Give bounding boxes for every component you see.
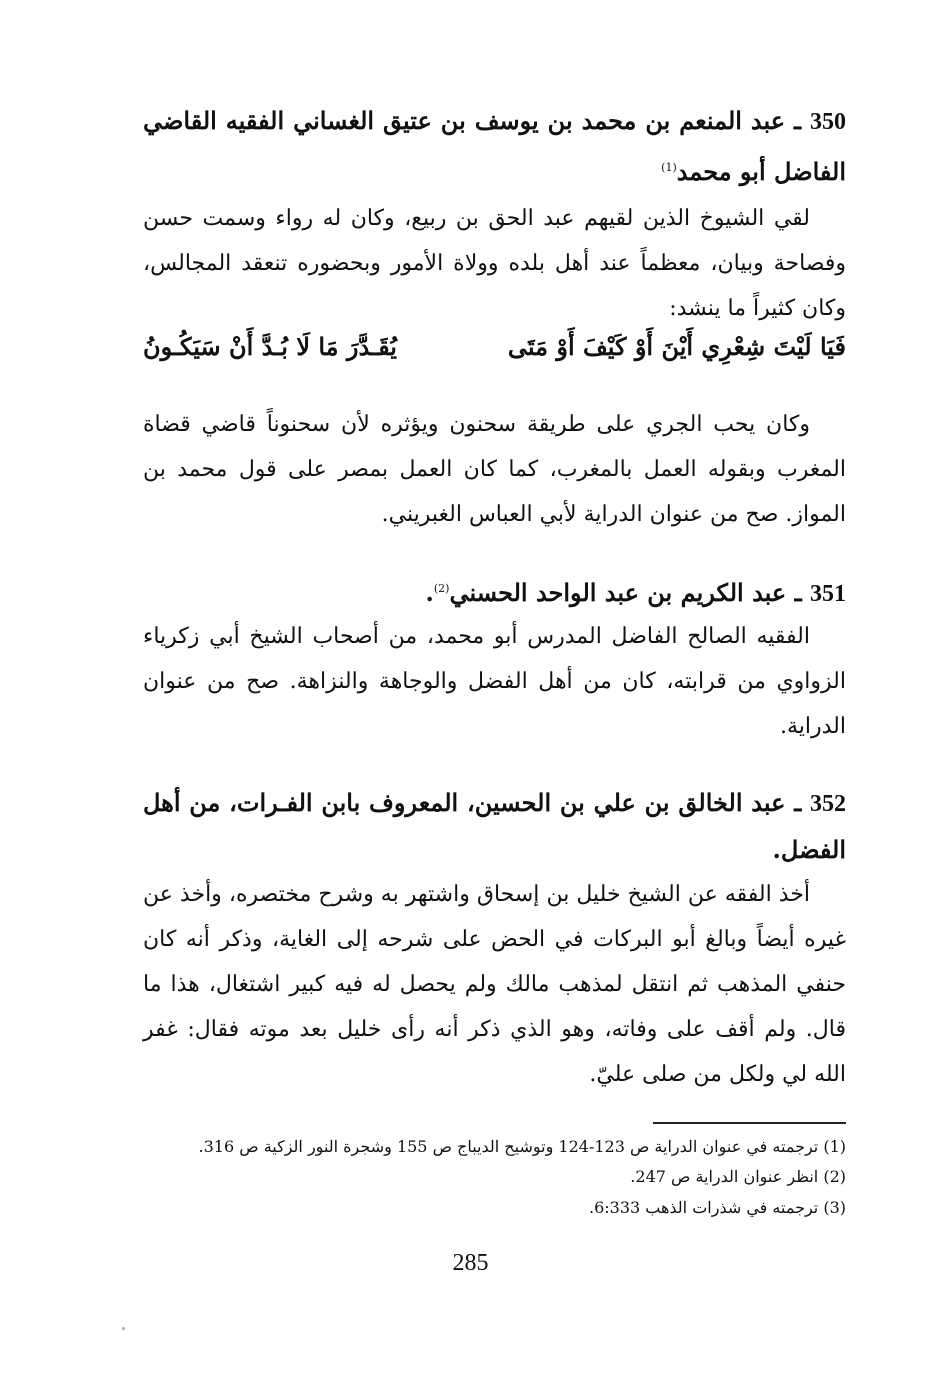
entry-351-paragraph-1: الفقيه الصالح الفاضل المدرس أبو محمد، من أصحاب الشيخ أبي زكرياء الزواوي من قرابته، كان من أهل الفضل والوجاهة والنزاهة. صح من عنوان الدراية. [143,624,846,739]
footnote-ref[interactable]: (2) [433,582,450,595]
entry-351-heading: 351 ـ عبد الكريم بن عبد الواحد الحسني$^{(2)}$. [425,578,846,607]
page-number: 285 [452,1250,489,1276]
heading-end: . [425,578,434,607]
entry-number: 351 [810,581,846,607]
entry-number: 352 [810,791,847,817]
entry-350-paragraph-1: لقي الشيوخ الذين لقيهم عبد الحق بن ربيع، وكان له رواء وسمت حسن وفصاحة وبيان، معظماً عند أهل بلده وولاة الأمور وبحضوره تنعقد المجالس، وكان كثيراً ما ينشد: [143,206,846,321]
entry-352-heading: 352 ـ عبد الخالق بن علي بن الحسين، المعروف بابن الفـرات، من أهل الفضل. [143,788,847,864]
footnote-separator [653,1122,846,1124]
entry-title: عبد الخالق بن علي بن الحسين، المعروف بابن الفـرات، من أهل الفضل. [143,788,846,864]
entry-title: عبد المنعم بن محمد بن يوسف بن عتيق الغساني الفقيه القاضي الفاضل أبو محمد [143,106,846,186]
scan-speck [122,1327,125,1330]
entry-352-paragraph-1: أخذ الفقه عن الشيخ خليل بن إسحاق واشتهر به وشرح مختصره، وأخذ عن غيره أيضاً وبالغ أبو البركات في الحض على شرحه إلى الغاية، وذكر أنه كان حنفي المذهب ثم انتقل لمذهب مالك ولم يحصل له فيه كبير اشتغال، هذا ما قال. ولم أقف على وفاته، وهو الذي ذكر أنه رأى خليل بعد موته فقال: غفر الله لي ولكل من صلى عليّ. [143,882,846,1087]
poetry-verse [143,332,846,378]
footnote-3: (3) ترجمته في شذرات الذهب 6:333. [588,1198,846,1217]
entry-350-paragraph-2: وكان يحب الجري على طريقة سحنون ويؤثره لأن سحنوناً قاضي قضاة المغرب وبقوله العمل بالمغرب، كما كان العمل بمصر على قول محمد بن المواز. صح من عنوان الدراية لأبي العباس الغبريني. [143,412,846,527]
verse-second-hemistich: يُقَـدَّرَ مَا لَا بُـدَّ أَنْ سَيَكُـونُ [143,332,397,361]
verse-first-hemistich: فَيَا لَيْتَ شِعْرِي أَيْنَ أَوْ كَيْفَ أَوْ مَتَى [507,332,846,361]
footnote-2: (2) انظر عنوان الدراية ص 247. [630,1167,846,1186]
entry-350-heading: 350 ـ عبد المنعم بن محمد بن يوسف بن عتيق الغساني الفقيه القاضي الفاضل أبو محمد$^{(1)}$ [143,106,847,186]
footnote-ref[interactable]: (1) [661,161,677,174]
entry-number: 350 [810,109,847,135]
entry-title: عبد الكريم بن عبد الواحد الحسني [449,578,787,607]
footnote-1: (1) ترجمته في عنوان الدراية ص 123-124 وتوشيح الديباج ص 155 وشجرة النور الزكية ص 316. [198,1137,846,1156]
